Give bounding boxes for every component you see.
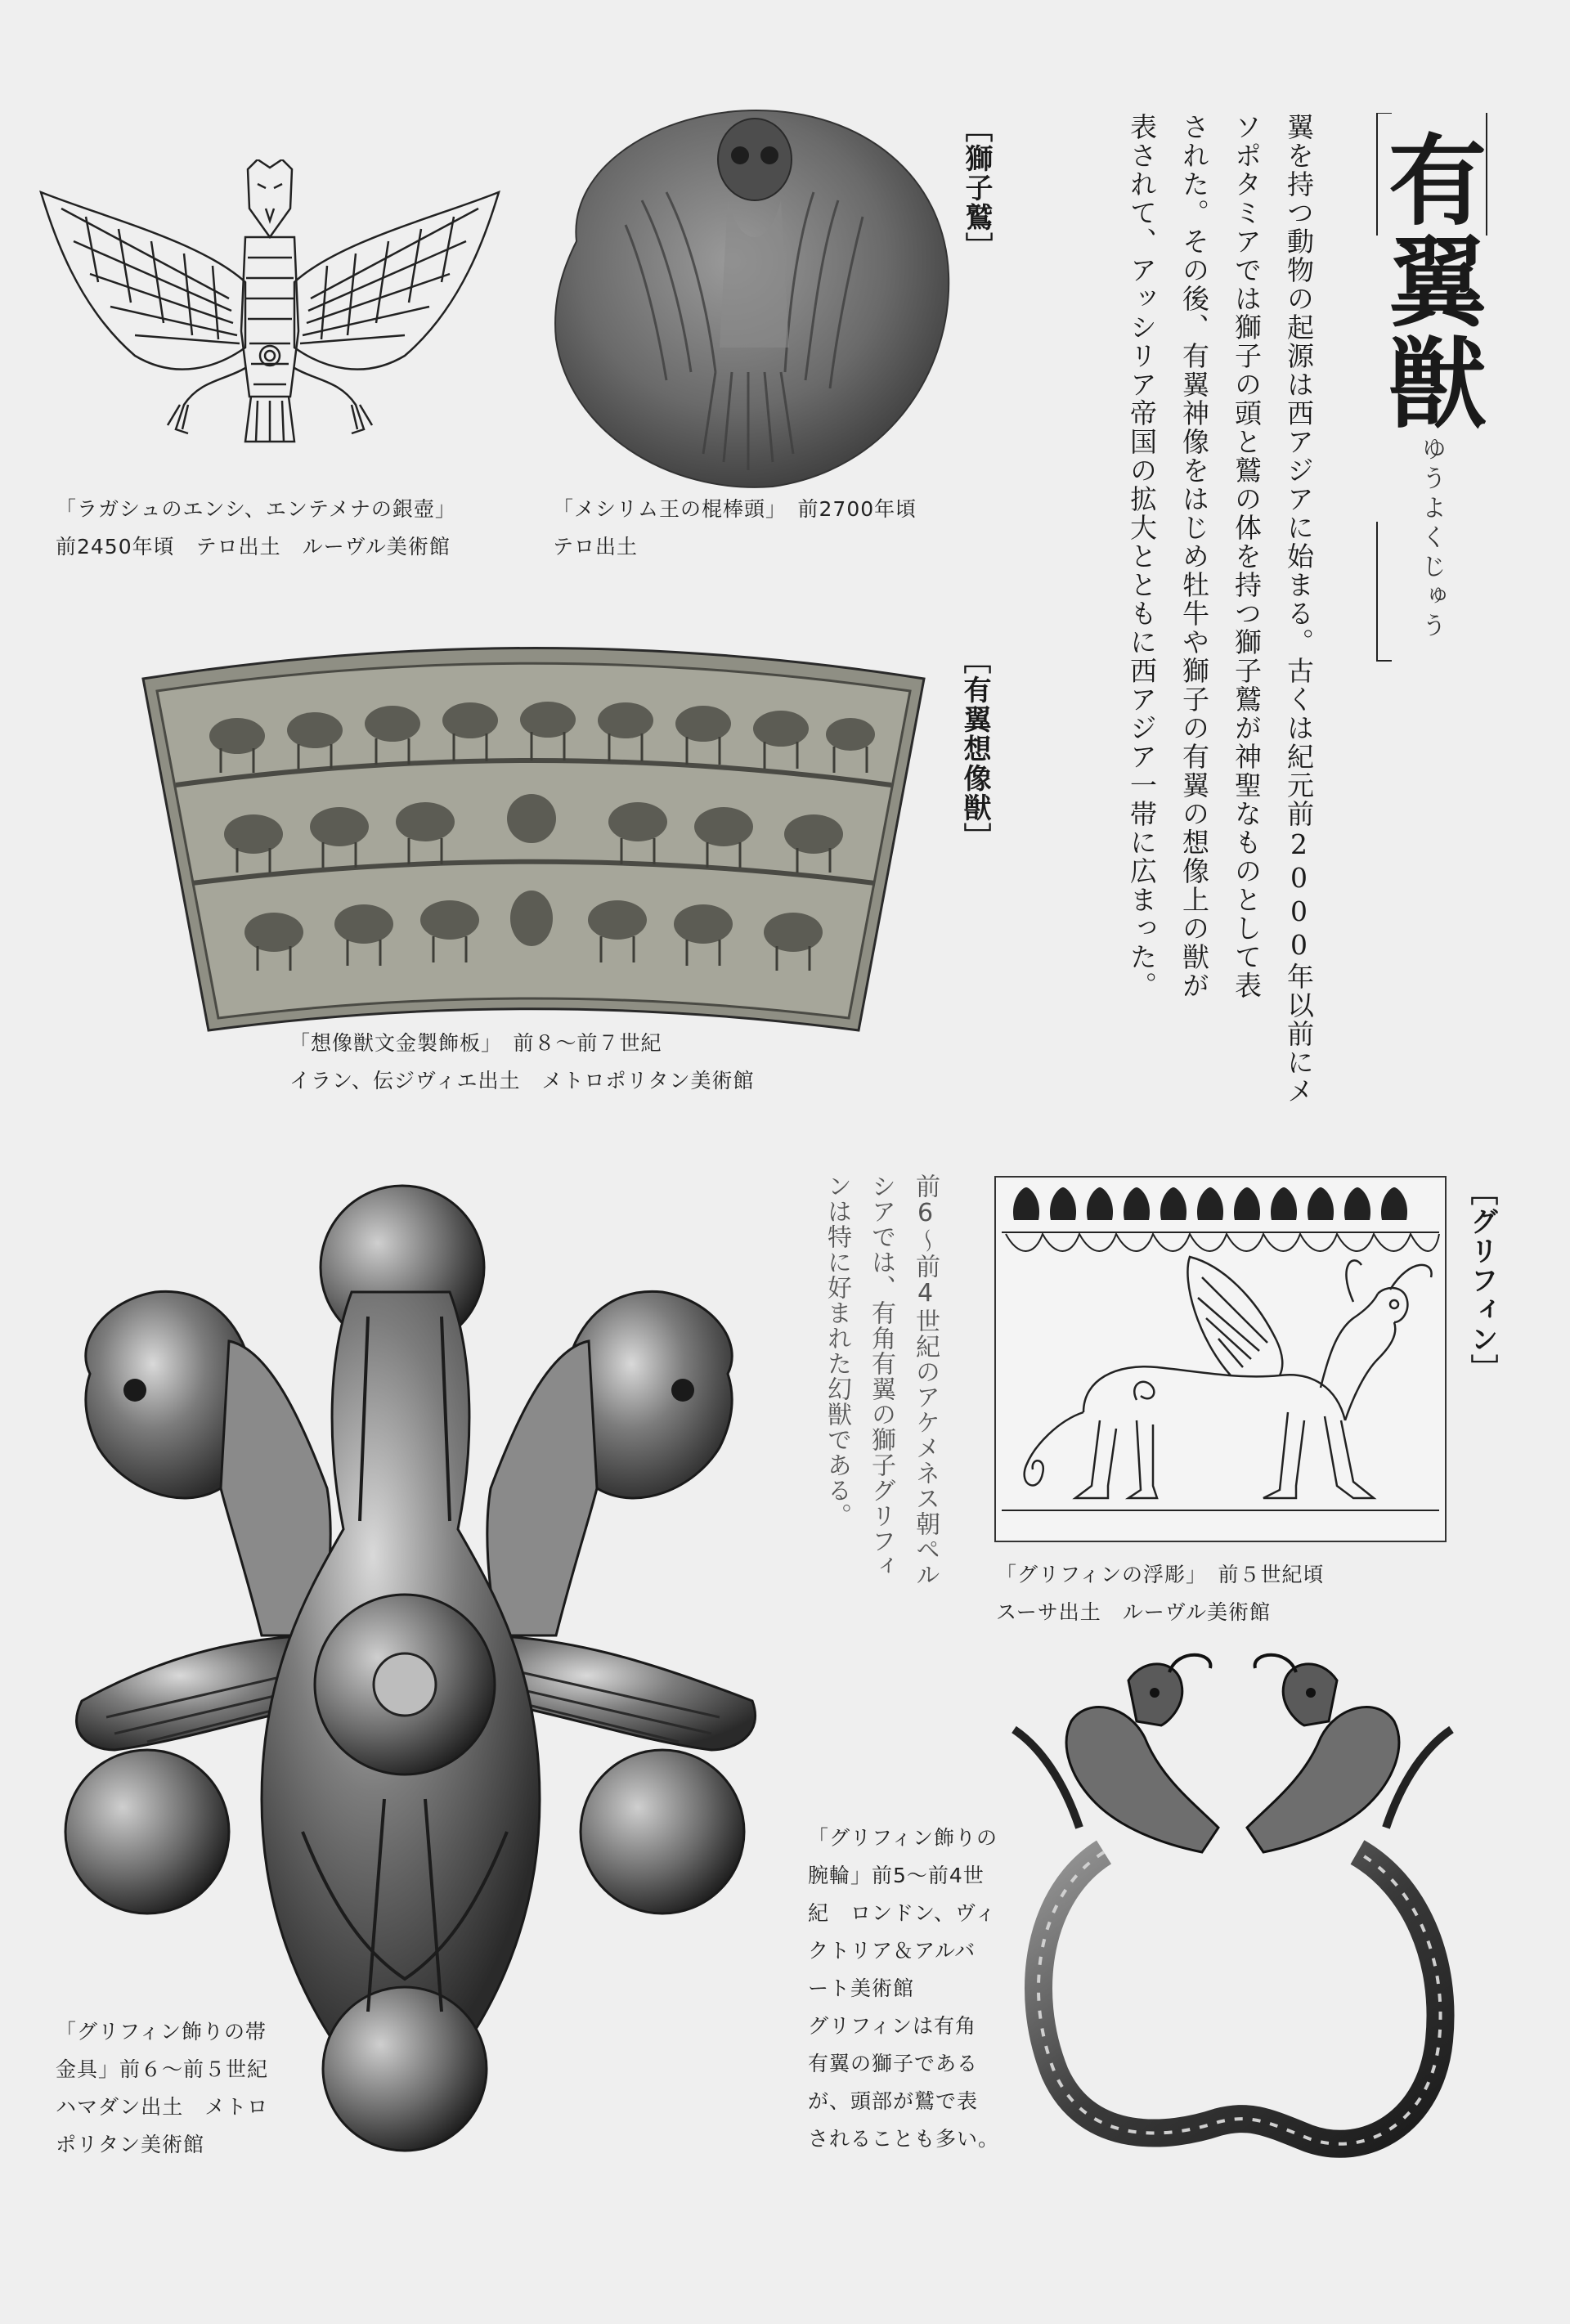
caption-line: 金具」前６～前５世紀 xyxy=(56,2057,269,2081)
caption-line: ート美術館 xyxy=(808,1976,915,2000)
mace-head-image xyxy=(544,102,957,495)
page-title: 有翼獣 xyxy=(1372,129,1487,433)
caption-line: クトリア＆アルバ xyxy=(808,1939,976,1963)
caption-line: ハマダン出土 メトロ xyxy=(56,2095,269,2119)
caption-gold-plaque xyxy=(289,1025,755,1100)
figure-mesilim-mace xyxy=(544,102,957,495)
title-block xyxy=(1364,113,1495,669)
gold-plaque-image xyxy=(139,642,928,1034)
label-winged-beast: ［有翼想像獣］ xyxy=(958,646,991,852)
caption-mesilim-mace xyxy=(553,491,917,566)
griffin-line: 前6～前4世紀のアケメネス朝ペル xyxy=(911,1173,940,1587)
griffin-line: ンは特に好まれた幻獣である。 xyxy=(823,1173,851,1528)
caption-line: グリフィンは有角 xyxy=(808,2014,977,2038)
body-line: 翼を持つ動物の起源は西アジアに始まる。古くは紀元前2000年以前にメ xyxy=(1283,113,1315,1106)
caption-line: 「ラガシュのエンシ、エンテメナの銀壺」 xyxy=(56,497,456,521)
caption-lagash-vase xyxy=(56,491,456,566)
main-body-text xyxy=(1088,113,1325,1184)
label-griffin: ［グリフィン］ xyxy=(1465,1178,1498,1384)
caption-line: 「メシリム王の棍棒頭」 前2700年頃 xyxy=(553,497,917,521)
caption-line: されることも多い。 xyxy=(808,2127,1000,2151)
figure-griffin-bracelet xyxy=(1006,1648,1460,2171)
caption-line: スーサ出土 ルーヴル美術館 xyxy=(996,1600,1272,1624)
figure-lagash-eagle xyxy=(37,159,503,454)
caption-line: 「グリフィン飾りの帯 xyxy=(56,2020,267,2044)
bracelet-image xyxy=(1006,1648,1460,2171)
label-lion-eagle: ［獅子鷲］ xyxy=(960,114,993,262)
caption-line: が、頭部が鷲で表 xyxy=(808,2089,979,2113)
caption-griffin-relief xyxy=(996,1556,1325,1631)
title-reading: ゆうよくじゅう xyxy=(1417,436,1446,642)
figure-griffin-relief xyxy=(994,1175,1447,1543)
body-line: された。その後、有翼神像をはじめ牡牛や獅子の有翼の想像上の獣が xyxy=(1178,113,1210,1000)
caption-line: 腕輪」前5～前4世 xyxy=(808,1864,985,1887)
figure-gold-plaque xyxy=(139,642,928,1034)
caption-line: 有翼の獅子である xyxy=(808,2052,979,2075)
caption-line: イラン、伝ジヴィエ出土 メトロポリタン美術館 xyxy=(289,1069,755,1092)
caption-belt-fitting xyxy=(56,2013,268,2164)
griffin-relief-drawing xyxy=(994,1175,1447,1543)
caption-line: ポリタン美術館 xyxy=(56,2133,205,2156)
caption-bracelet xyxy=(808,1819,999,2158)
lion-eagle-drawing xyxy=(37,159,503,454)
body-line: ソポタミアでは獅子の頭と鷲の体を持つ獅子鷲が神聖なものとして表 xyxy=(1231,113,1263,1000)
caption-line: テロ出土 xyxy=(553,535,639,559)
caption-line: 紀 ロンドン、ヴィ xyxy=(808,1901,997,1925)
griffin-description xyxy=(808,1173,947,1680)
caption-line: 前2450年頃 テロ出土 ルーヴル美術館 xyxy=(56,535,451,559)
caption-line: 「想像獣文金製飾板」 前８～前７世紀 xyxy=(289,1031,662,1055)
caption-line: 「グリフィンの浮彫」 前５世紀頃 xyxy=(996,1563,1325,1586)
caption-line: 「グリフィン飾りの xyxy=(808,1826,998,1850)
griffin-line: シアでは、有角有翼の獅子グリフィ xyxy=(867,1173,895,1579)
body-line: 表されて、アッシリア帝国の拡大とともに西アジア一帯に広まった。 xyxy=(1126,113,1158,1000)
